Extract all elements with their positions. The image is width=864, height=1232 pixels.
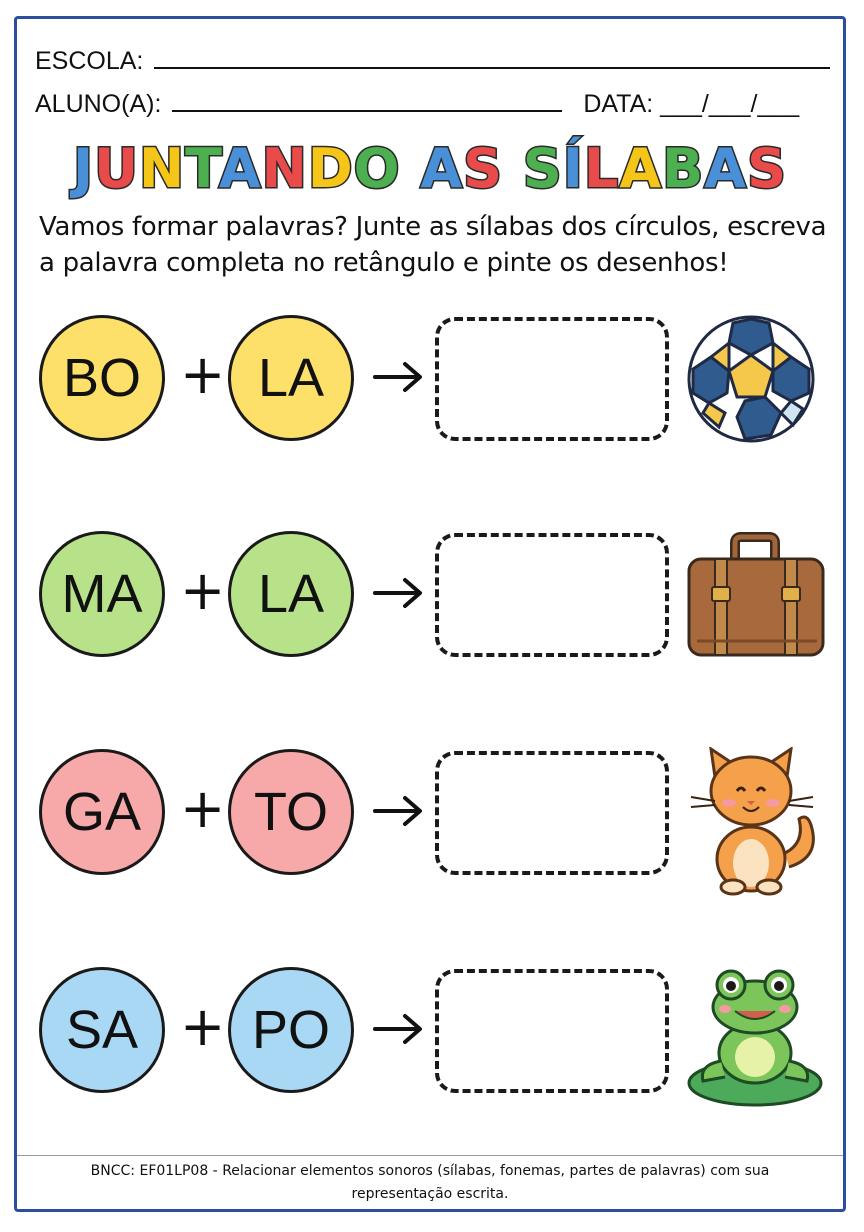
- arrow-right-icon: [373, 360, 425, 394]
- plus-sign: +: [180, 995, 226, 1058]
- aluno-field: [35, 86, 799, 119]
- page-title: [17, 137, 843, 200]
- title-letter: A: [619, 137, 663, 200]
- arrow-right-icon: [373, 576, 425, 610]
- title-letter: A: [704, 137, 748, 200]
- title-letter: A: [218, 137, 262, 200]
- syllable-row-2: [17, 531, 843, 671]
- footer-line-1: BNCC: EF01LP08 - Relacionar elementos sonoros (sílabas, fonemas, partes de palavras) com sua: [90, 1163, 770, 1179]
- title-letter: O: [353, 137, 401, 200]
- aluno-blank[interactable]: [172, 86, 562, 112]
- syllable-circle-1: BO: [39, 315, 165, 441]
- title-letter: J: [73, 137, 95, 200]
- syllable-row-3: [17, 749, 843, 889]
- answer-box[interactable]: [435, 969, 669, 1093]
- arrow-right-icon: [373, 1012, 425, 1046]
- footer-line-2: representação escrita.: [351, 1186, 509, 1202]
- soccer-ball-icon: [685, 313, 817, 445]
- instructions: Vamos formar palavras? Junte as sílabas dos círculos, escreva a palavra completa no retângulo e pinte os desenhos!: [39, 212, 827, 278]
- footer-bncc: [17, 1155, 843, 1206]
- title-letter: T: [185, 137, 219, 200]
- plus-sign: +: [180, 777, 226, 840]
- cat-icon: [685, 747, 825, 897]
- aluno-label: ALUNO(A):: [35, 90, 162, 118]
- arrow-right-icon: [373, 794, 425, 828]
- syllable-circle-2: TO: [228, 749, 354, 875]
- syllable-row-1: [17, 315, 843, 455]
- title-letter: L: [583, 137, 620, 200]
- title-letter: N: [261, 137, 308, 200]
- syllable-circle-2: LA: [228, 315, 354, 441]
- suitcase-icon: [685, 529, 825, 661]
- answer-box[interactable]: [435, 533, 669, 657]
- title-letter: Í: [562, 137, 584, 200]
- worksheet: [14, 16, 846, 1212]
- title-letter: D: [307, 137, 354, 200]
- frog-icon: [685, 965, 825, 1115]
- title-letter: U: [94, 137, 139, 200]
- syllable-circle-1: MA: [39, 531, 165, 657]
- title-letter: N: [138, 137, 186, 200]
- answer-box[interactable]: [435, 751, 669, 875]
- data-label: DATA: ___/___/___: [583, 90, 800, 118]
- title-letter: S: [747, 137, 787, 200]
- plus-sign: +: [180, 559, 226, 622]
- escola-field: [35, 43, 830, 76]
- syllable-circle-2: PO: [228, 967, 354, 1093]
- title-letter: [503, 137, 523, 200]
- title-letter: S: [522, 137, 563, 200]
- syllable-circle-1: SA: [39, 967, 165, 1093]
- title-letter: B: [662, 137, 705, 200]
- answer-box[interactable]: [435, 317, 669, 441]
- syllable-row-4: [17, 967, 843, 1107]
- syllable-circle-1: GA: [39, 749, 165, 875]
- plus-sign: +: [180, 343, 226, 406]
- title-letter: [401, 137, 421, 200]
- title-letter: A: [420, 137, 464, 200]
- escola-label: ESCOLA:: [35, 47, 144, 75]
- escola-blank[interactable]: [154, 43, 830, 69]
- syllable-circle-2: LA: [228, 531, 354, 657]
- title-letter: S: [463, 137, 504, 200]
